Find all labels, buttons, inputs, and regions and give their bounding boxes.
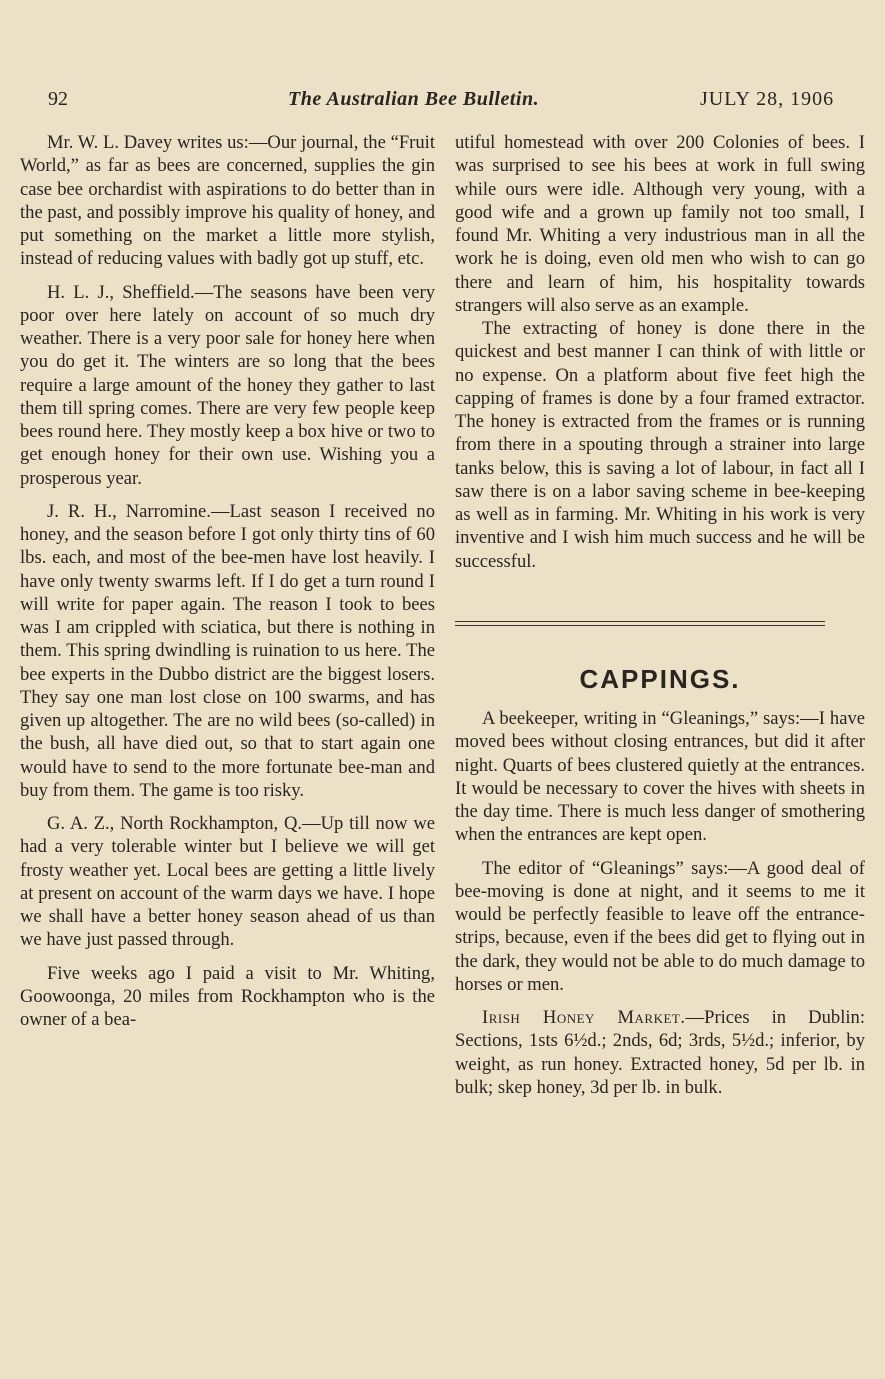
irish-honey-market: [455, 1006, 865, 1099]
letter-narromine: J. R. H., Narromine.—Last season I received no honey, and the season before I got only thirty tins of 60 lbs. each, and most of the bee-men have lost heavily. I have only twenty swarms left. If I do get a turn round I will write for paper again. The reason I took to bees was I am crippled with sciatica, but there is nothing in them. This spring dwindling is ruination to us here. The bee experts in the Dubbo district are the biggest losers. They say one man lost close on 100 swarms, and has given up altogether. The are no wild bees (so-called) in the bush, all have died out, so that to start again one would have to send to the more fortunate bee-man and buy from them. The game is too risky.: [20, 500, 435, 801]
cappings-gleanings-beekeeper: A beekeeper, writing in “Gleanings,” says:—I have moved bees without closing entrances, but did it after night. Quarts of bees clustered quietly at the entrances. It would be necessary to cover the hives with sheets in the day time. There is much less danger of smothering when the entrances are kept open.: [455, 708, 865, 846]
right-column: [455, 131, 865, 1099]
issue-date: JULY 28, 1906: [700, 88, 835, 110]
page-number: 92: [48, 88, 68, 110]
left-column: [20, 131, 435, 1031]
letter-davey: Mr. W. L. Davey writes us:—Our journal, the “Fruit World,” as far as bees are concerned, supplies the gin case bee orchardist with aspirations to do better than in the past, and possibly improve his quality of honey, and put something on the market a little more stylish, instead of reducing values with badly got up stuff, etc.: [20, 132, 435, 270]
whiting-visit-start: Five weeks ago I paid a visit to Mr. Whiting, Goowoonga, 20 miles from Rockhampton who is the owner of a bea-: [20, 962, 435, 1030]
whiting-visit-cont: utiful homestead with over 200 Colonies of bees. I was surprised to see his bees at work in full swing while ours were idle. Although very young, with a good wife and a grown up family not too small, I found Mr. Whiting a very industrious man in all the work he is doing, even old men who wish to can go there and learn of him, his hospitality towards strangers will also serve as an example.: [455, 132, 865, 316]
section-title: CAPPINGS.: [579, 663, 741, 694]
page-header: [0, 88, 885, 118]
cappings-gleanings-editor: The editor of “Gleanings” says:—A good deal of bee-moving is done at night, and it seems to me it would be perfectly feasible to leave off the entrance-strips, because, even if the bees did get to flying out in the dark, they would not be able to do much damage to horses or men.: [455, 857, 865, 995]
irish-market-heading: Irish Honey Market.: [482, 1007, 686, 1028]
extracting-paragraph: The extracting of honey is done there in the quickest and best manner I can think of with little or no expense. On a platform about five feet high the capping of frames is done by a four framed extractor. The honey is extracted from the frames or is running from there in a spouting through a strainer into large tanks below, this is saving a lot of labour, in fact all I saw there is on a labor saving scheme in bee-keeping as well as in farming. Mr. Whiting in his work is very inventive and I wish him much success and he will be successful.: [455, 318, 865, 572]
letter-rockhampton: G. A. Z., North Rockhampton, Q.—Up till now we had a very tolerable winter but I believe we will get frosty weather yet. Local bees are getting a little lively at present on account of the warm days we have. I hope we shall have a better honey season ahead of us than we have just passed through.: [20, 813, 435, 951]
irish-market-body: —Prices in Dublin: Sections, 1sts 6½d.; 2nds, 6d; 3rds, 5½d.; inferior, by weight, as run honey. Extracted honey, 5d per lb. in bulk; skep honey, 3d per lb. in bulk.: [455, 1007, 865, 1098]
journal-title: The Australian Bee Bulletin.: [288, 88, 540, 110]
section-divider: [455, 621, 825, 626]
letter-sheffield: H. L. J., Sheffield.—The seasons have been very poor over here lately on account of so much dry weather. There is a very poor sale for honey here when you do get it. The winters are so long that the bees require a large amount of the honey they gather to last them till spring comes. There are very few people keep bees round here. They mostly keep a box hive or two to get enough honey for their own use. Wishing you a prosperous year.: [20, 281, 435, 489]
